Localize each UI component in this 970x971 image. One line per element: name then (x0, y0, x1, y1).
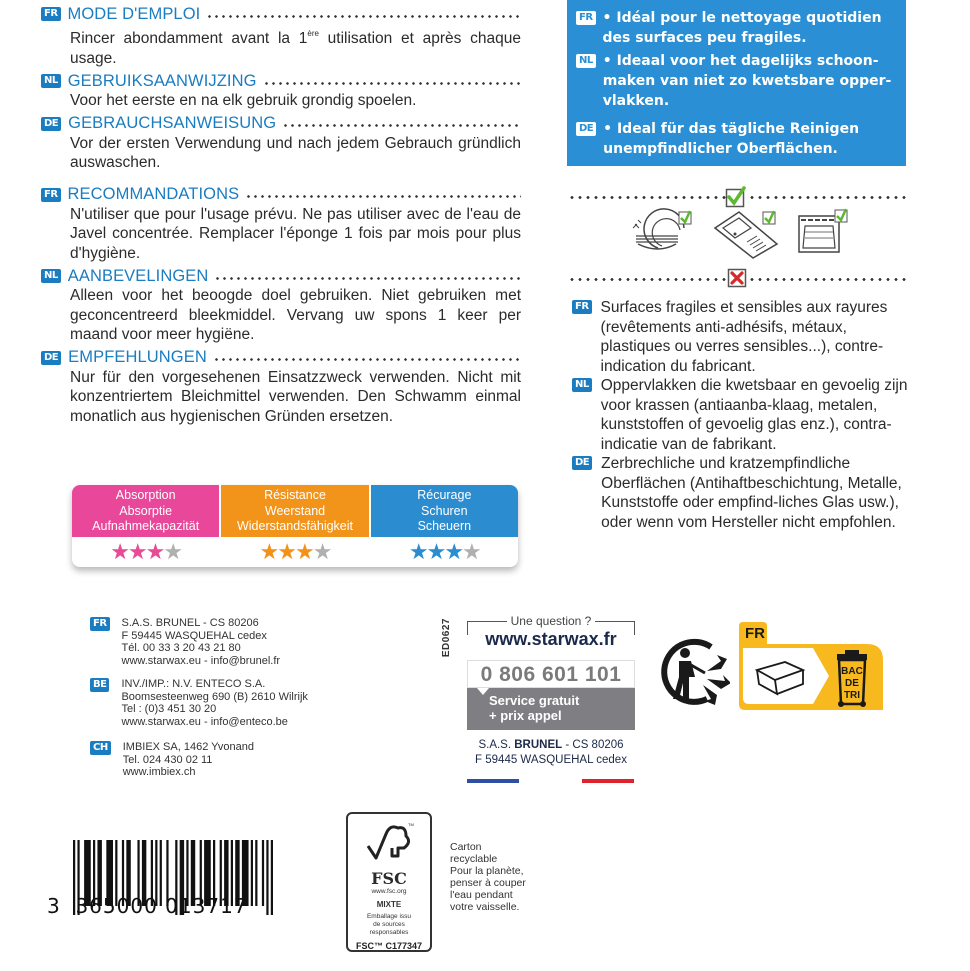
barcode-bar (255, 840, 257, 906)
barcode-bar (262, 840, 264, 906)
star-empty-icon: ★ (462, 539, 480, 564)
section-title: RECOMMANDATIONS (67, 185, 240, 203)
star-empty-icon: ★ (163, 539, 182, 564)
lang-badge-fr: FR (572, 300, 592, 314)
rating-recurage (369, 485, 518, 567)
star-rating (371, 537, 518, 567)
question-label: Une question ? (467, 614, 635, 628)
star-rating (221, 537, 368, 567)
lang-badge-fr: FR (41, 7, 61, 21)
svg-text:TM: TM (408, 822, 414, 827)
country-badge-ch: CH (90, 741, 111, 755)
section-title: AANBEVELINGEN (67, 266, 209, 285)
section-body: Voor het eerste en na elk gebruik grondig spoelen. (70, 92, 417, 109)
fsc-website: www.fsc.org (371, 888, 407, 895)
section-body: N'utiliser que pour l'usage prévu. Ne pas utiliser avec de l'eau de Javel concentrée. Remplacer l'éponge 1 fois par mois pour plus d'hygiène. (70, 205, 521, 262)
lang-badge-de: DE (572, 456, 592, 470)
section-body: Vor der ersten Verwendung und nach jedem Gebrauch gründlich auswaschen. (70, 134, 521, 171)
section-gebrauchsanweisung-de (41, 114, 521, 173)
fsc-description: Emballage issu de sources responsables (366, 913, 412, 936)
address-be: BE INV./IMP.: N.V. ENTECO S.A. Boomsesteenweg 690 (B) 2610 Wilrijk Tel : (0)3 451 30 20 www.starwax.eu - info@enteco.be (90, 678, 340, 728)
country-badge-fr: FR (90, 617, 110, 631)
section-title: GEBRUIKSAANWIJZING (67, 71, 257, 90)
star-filled-icon: ★ (408, 539, 427, 564)
dotted-divider (213, 358, 521, 361)
contra-item-nl: NL Oppervlakken die kwetsbaar en gevoelig zijn voor krassen (antiaanba-klaag, metalen, kunststoffen of gevoelig glas enz.), contra-indicatie van de fabrikant. (572, 376, 912, 454)
contra-item-de: DE Zerbrechliche und kratzempfindliche Oberflächen (Antihaftbeschichtung, Metalle, Kunststoffe oder empfind-liches Glas usw.), oder wenn vom Hersteller nicht empfohlen. (572, 454, 912, 532)
section-aanbevelingen-nl (41, 266, 521, 345)
star-filled-icon: ★ (294, 539, 313, 564)
rating-header: Résistance Weerstand Widerstandsfähigkeit (221, 485, 368, 537)
rating-table (72, 485, 518, 567)
lang-badge-fr: FR (41, 188, 61, 202)
dotted-divider (748, 278, 908, 281)
service-note: Service gratuit + prix appel (467, 688, 635, 730)
rating-header: Récurage Schuren Scheuern (371, 485, 518, 537)
svg-text:TRI: TRI (843, 690, 861, 701)
star-filled-icon: ★ (259, 539, 278, 564)
svg-text:DE: DE (845, 678, 859, 689)
fsc-tree-icon (364, 820, 414, 864)
website-url[interactable]: www.starwax.fr (485, 629, 617, 649)
dotted-divider (282, 124, 521, 127)
speech-notch (477, 688, 489, 695)
lang-badge-fr: FR (576, 11, 596, 25)
flag-stripe-red (582, 779, 634, 783)
dishes-icon (628, 208, 694, 258)
sink-icon (713, 208, 781, 260)
checkmark-icon (725, 186, 747, 208)
star-filled-icon: ★ (277, 539, 295, 564)
section-empfehlungen-de (41, 348, 521, 427)
ideal-use-box (567, 0, 906, 166)
contra-indications (572, 298, 912, 532)
star-filled-icon: ★ (127, 539, 146, 564)
country-badge-be: BE (90, 678, 109, 692)
section-body: Rincer abondamment avant la 1ère utilisation et après chaque usage. (70, 29, 521, 67)
section-gebruiksaanwijzing-nl (41, 71, 521, 111)
oven-icon (797, 208, 853, 256)
section-recommandations-fr (41, 185, 521, 264)
product-code: ED0627 (441, 618, 452, 658)
triman-recycling-icon (655, 633, 730, 708)
fsc-logo-text: FSC (371, 869, 407, 888)
dotted-divider (206, 15, 521, 18)
section-title: MODE D'EMPLOI (67, 4, 201, 23)
cross-icon (727, 268, 747, 288)
svg-text:BAC: BAC (841, 666, 863, 677)
rating-resistance (219, 485, 368, 567)
contact-link[interactable]: www.imbiex.ch (122, 766, 196, 778)
ideal-item-nl: NL • Ideaal voor het dagelijks schoon-maken van niet zo kwetsbare opper-vlakken. (576, 51, 896, 111)
ideal-item-de: DE • Ideal für das tägliche Reinigen unempfindlicher Oberflächen. (576, 119, 896, 159)
fsc-code: FSC™ C177347 (355, 941, 423, 951)
dotted-divider (263, 82, 521, 85)
lang-badge-nl: NL (572, 378, 592, 392)
section-title: EMPFEHLUNGEN (68, 348, 207, 366)
barcode-bar (266, 840, 268, 915)
lang-badge-nl: NL (576, 54, 596, 68)
trimain-sorting-icon (737, 620, 887, 712)
contact-link[interactable]: www.starwax.eu - info@brunel.fr (121, 654, 281, 667)
flag-stripe-blue (467, 779, 519, 783)
section-title: GEBRAUCHSANWEISUNG (68, 114, 277, 132)
fsc-category: MIXTE (376, 900, 402, 909)
dotted-divider (245, 195, 521, 198)
address-fr: FR S.A.S. BRUNEL - CS 80206 F 59445 WASQUEHAL cedex Tél. 00 33 3 20 43 21 80 www.starwax.eu - info@brunel.fr (90, 617, 340, 667)
dotted-divider (748, 196, 908, 199)
section-body: Alleen voor het beoogde doel gebruiken. Niet gebruiken met geconcentreerd bleekmiddel. Vervang uw spons 1 keer per maand voor meer hygiëne. (70, 287, 521, 343)
dotted-divider (214, 277, 521, 280)
lang-badge-de: DE (576, 122, 596, 136)
barcode-bar (251, 840, 253, 906)
address-ch: CH IMBIEX SA, 1462 Yvonand Tel. 024 430 02 11 www.imbiex.ch (90, 741, 340, 779)
star-rating (72, 537, 219, 567)
service-address: S.A.S. BRUNEL - CS 80206 F 59445 WASQUEHAL cedex (475, 739, 627, 766)
star-filled-icon: ★ (145, 539, 164, 564)
phone-number[interactable]: 0 806 601 101 (467, 660, 635, 688)
dotted-divider (568, 196, 728, 199)
ideal-item-fr: FR • Idéal pour le nettoyage quotidien des surfaces peu fragiles. (576, 8, 896, 48)
barcode-bar (271, 840, 273, 915)
rating-header: Absorption Absorptie Aufnahmekapazität (72, 485, 219, 537)
lang-badge-de: DE (41, 117, 61, 131)
lang-badge-de: DE (41, 351, 61, 365)
instructions-column (41, 4, 521, 426)
star-empty-icon: ★ (312, 539, 331, 564)
carton-note: Carton recyclable Pour la planète, penser à couper l'eau pendant votre vaisselle. (450, 841, 526, 913)
country-label: FR (745, 625, 765, 642)
fsc-label (346, 812, 432, 952)
rating-absorption (72, 485, 219, 567)
lang-badge-nl: NL (41, 269, 61, 283)
lang-badge-nl: NL (41, 74, 61, 88)
contra-item-fr: FR Surfaces fragiles et sensibles aux rayures (revêtements anti-adhésifs, métaux, plastiques ou verres sensibles...), contre-indication du fabricant. (572, 298, 912, 376)
contact-link[interactable]: www.starwax.eu - info@enteco.be (121, 715, 288, 728)
section-body: Nur für den vorgesehenen Einsatzzweck verwenden. Nicht mit konzentriertem Bleichmittel verwenden. Den Schwamm einmal monatlich aus hygienischen Gründen ersetzen. (70, 368, 521, 425)
barcode-digits: 3 365000 013717 (47, 894, 248, 918)
section-mode-emploi-fr (41, 4, 521, 68)
star-filled-icon: ★ (444, 539, 463, 564)
star-filled-icon: ★ (426, 539, 445, 564)
star-filled-icon: ★ (110, 539, 128, 564)
dotted-divider (568, 278, 728, 281)
